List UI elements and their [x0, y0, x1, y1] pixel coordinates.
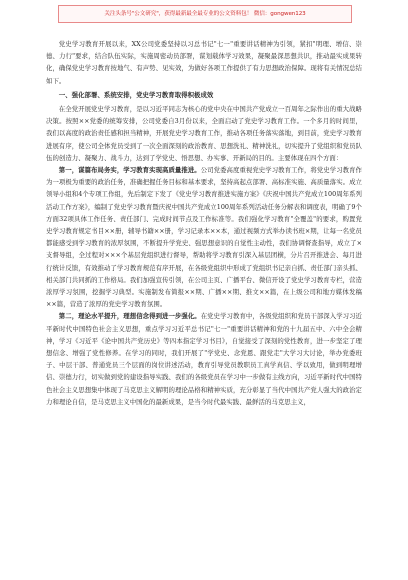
section-paragraph-1: 在全党开展党史学习教育，是以习近平同志为核心的党中央在中国共产党成立一百周年之际作出的重大战略决策。按照××党委的统筹安排，公司党委自3月份以来，全面启动了党史学习教育工作。一个多月的时间里，我们以高度的政治责任感和担当精神，开展党史学习教育工作，推动各项任务落实落地，到目前，党史学习教育进展有序，使公司全体党员受到了一次全面深刻的政治教育、思想洗礼、精神洗礼，切实提升了党组织和党员队伍的创造力、凝聚力、战斗力，达到了学党史、悟思想、办实事、开新局的目的。主要体现在四个方面： — [46, 105, 362, 162]
paragraph-2-lead: 第一，谋篇布局务实，学习教育实现高质量推进。 — [58, 166, 201, 175]
section-paragraph-3 — [46, 310, 362, 408]
section-heading: 一、强化部署、系统安排，党史学习教育取得积极成效 — [58, 90, 214, 99]
paragraph-2-text: 公司党委高度重视党史学习教育工作，将党史学习教育作为一项极为重要的政治任务，准确把握任务目标和基本要求，坚持高起点部署、高标准实施、高质量落实。成立领导小组和4个专项工作组，先后制定下发了《党史学习教育推进实施方案》《庆祝中国共产党成立100周年系列活动工作方案》，编制了党史学习教育暨庆祝中国共产党成立100周年系列活动任务分解表和调度表，明确了9个方面32项具体工作任务、责任部门、完成时间节点及工作标准等。我们强化学习教育"全覆盖"的要求，购置党史学习教育规定书目××册，辅导书籍××册，学习记录本××本，通过视频方式举办读书班×期，让每一名党员都能感受到学习教育的浓厚氛围，不断提升学党史、强思想意识的自觉性主动性，我们协调督查指导，成立了×支督导组，全过程对×××个基层党组织进行督导，帮助将学习教育引深入基层团横，分片召开推进会、每月进行统计反馈，有效推动了学习教育规范有序开展，在各级党组织中形成了党组织书记亲自抓、责任部门亲头抓、相关部门共同抓的工作格局。我们加强宣传引领，在公司主页、广播平台、微信开设了党史学习教育专栏，营造浓厚学习氛围，挖掘学习典型。实施制发布简报××期、广播××期、推文××篇，在上级公司和地方媒体发稿××篇，营造了浓厚的党史学习教育氛围。 — [46, 166, 363, 309]
section-paragraph-2 — [46, 164, 362, 310]
promo-banner[interactable] — [58, 5, 352, 23]
document-body — [46, 38, 362, 408]
paragraph-3-text: 在党史学习教育中，各级党组织和党员干部深入学习习近平新时代中国特色社会主义思想，重点学习习近平总书记"七一"重要讲话精神和党的十九届五中、六中全会精神，学习《习近平《论中国共产党历史》等四本指定学习书目》，自觉接受了深刻的党性教育，进一步坚定了理想信念、增强了党性修养。在学习的同时，我们开展了"学党史、念党恩、跟党走"大学习大讨论，举办党委班子、中层干部、普通党员三个层面的岗位讲述活动，教育引导党员教职员工真学真信、学以致用，做到明理增信、崇德力行，切实做到党的建设指导实践、我们的各级党员在学习中一步做有主线方向，习近平新时代中国特色社会主义思想集中体现了马克思主义解明的理论品格和精神实质，充分彰显了当代中国共产党人强大的政治定力和理论自信，是马克思主义中国化的最新成果，是当今时代最实践、最鲜活的马克思主义， — [46, 312, 363, 406]
promo-banner-text: 关注头条号"公文研究"，获得最新最全最专业的公文资料包！ 微信：gongwen123 — [104, 11, 306, 17]
intro-paragraph: 党史学习教育开展以来，XX公司党委坚持以习总书记"七一"重要讲话精神为引领，紧扣"明理、增信、崇德、力行"要求，结合队伍实际，实施周密动员部署，谋划载体学习效果，凝聚最深思想共识，推动最实成果转化，确保党史学习教育按地气、有声势、见实效，为做好各项工作提供了有力思想政治保障。现将有关情况总结如下。 — [46, 40, 362, 85]
paragraph-3-lead: 第二，理论水平提升，理想信念得到进一步强化。 — [58, 312, 201, 321]
